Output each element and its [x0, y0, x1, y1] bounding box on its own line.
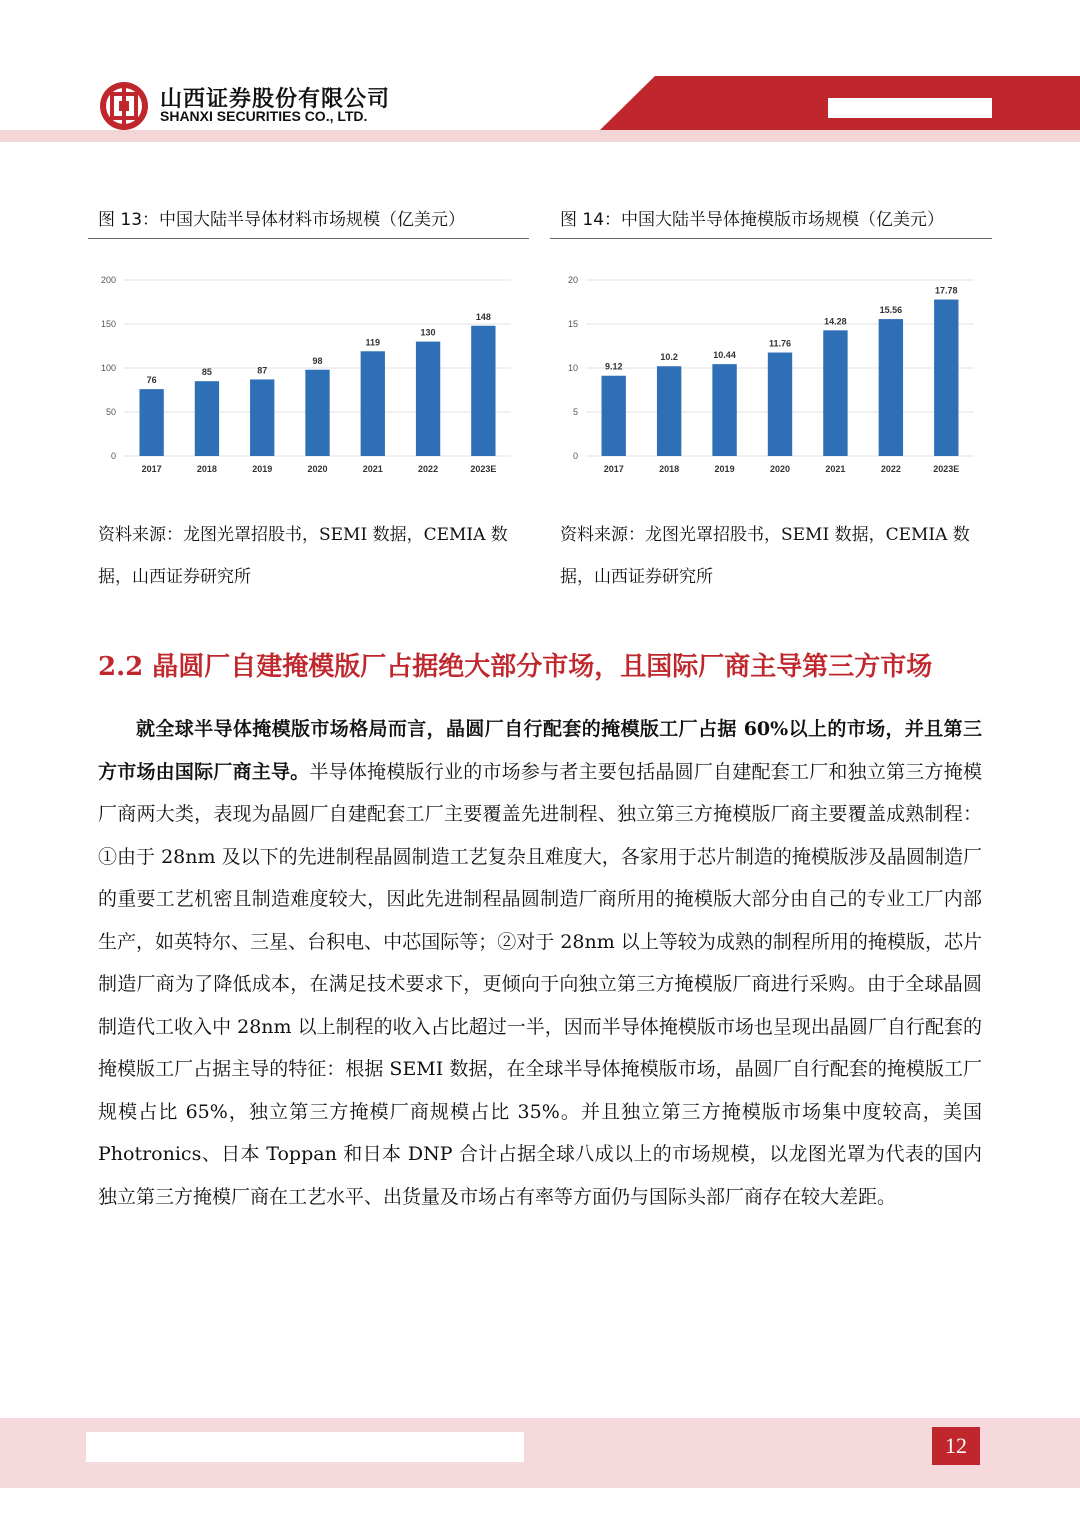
bar: [139, 389, 163, 456]
bar-data-label: 130: [420, 327, 436, 338]
body-paragraph: [98, 708, 982, 1218]
figure-13-source: 资料来源：龙图光罩招股书，SEMI 数据，CEMIA 数据，山西证券研究所: [98, 525, 508, 587]
figure-14-source: 资料来源：龙图光罩招股书，SEMI 数据，CEMIA 数据，山西证券研究所: [560, 525, 970, 587]
y-tick-label: 5: [572, 407, 578, 417]
x-tick-label: 2021: [362, 464, 383, 474]
bar: [657, 366, 681, 456]
x-tick-label: 2018: [196, 464, 217, 474]
bar: [305, 370, 329, 456]
bar: [471, 326, 495, 456]
bar: [602, 376, 626, 456]
bar: [823, 330, 847, 456]
bar-data-label: 17.78: [935, 285, 958, 296]
bar-data-label: 148: [475, 311, 491, 322]
bar-data-label: 9.12: [604, 361, 623, 372]
x-tick-label: 2023E: [470, 464, 497, 474]
x-tick-label: 2022: [418, 464, 439, 474]
body-bold-lead: 就全球半导体掩模版市场格局而言，晶圆厂自行配套的掩模版工厂占据 60%以上的市场，并且第三方市场由国际厂商主导。: [98, 718, 982, 783]
section-title: 2.2 晶圆厂自建掩模版厂占据绝大部分市场，且国际厂商主导第三方市场: [98, 652, 933, 682]
body-text: 半导体掩模版行业的市场参与者主要包括晶圆厂自建配套工厂和独立第三方掩模厂商两大类，表现为晶圆厂自建配套工厂主要覆盖先进制程、独立第三方掩模版厂商主要覆盖成熟制程：①由于 28nm 及以下的先进制程晶圆制造工艺复杂且难度大，各家用于芯片制造的掩模版涉及晶圆制造厂的重要工艺机密且制造难度较大，因此先进制程晶圆制造厂商所用的掩模版大部分由自己的专业工厂内部生产，如英特尔、三星、台积电、中芯国际等；②对于 28nm 以上等较为成熟的制程所用的掩模版，芯片制造厂商为了降低成本，在满足技术要求下，更倾向于向独立第三方掩模版厂商进行采购。由于全球晶圆制造代工收入中 28nm 以上制程的收入占比超过一半，因而半导体掩模版市场也呈现出晶圆厂自行配套的掩模版工厂占据主导的特征：根据 SEMI 数据，在全球半导体掩模版市场，晶圆厂自行配套的掩模版工厂规模占比 65%，独立第三方掩模厂商规模占比 35%。并且独立第三方掩模版市场集中度较高，美国 Photronics、日本 Toppan 和日本 DNP 合计占据全球八成以上的市场规模，以龙图光罩为代表的国内独立第三方掩模厂商在工艺水平、出货量及市场占有率等方面仍与国际头部厂商存在较大差距。: [98, 760, 982, 1208]
figure-14-title: 图 14：中国大陆半导体掩模版市场规模（亿美元）: [560, 210, 945, 230]
figure-13-title: 图 13：中国大陆半导体材料市场规模（亿美元）: [98, 210, 466, 230]
bar-data-label: 119: [365, 337, 381, 348]
bar-data-label: 11.76: [768, 338, 792, 349]
bar: [361, 351, 385, 456]
company-name-en: SHANXI SECURITIES CO., LTD.: [160, 108, 368, 124]
x-tick-label: 2021: [825, 464, 846, 474]
bar-data-label: 85: [201, 367, 212, 378]
x-tick-label: 2023E: [933, 464, 960, 474]
figure-14-chart: [550, 260, 992, 488]
bar: [712, 364, 736, 456]
bar-data-label: 14.28: [824, 316, 847, 327]
bar: [934, 300, 958, 456]
x-tick-label: 2017: [603, 464, 624, 474]
company-name-cn: 山西证券股份有限公司: [160, 87, 391, 112]
y-tick-label: 20: [567, 275, 578, 285]
x-tick-label: 2020: [769, 464, 791, 474]
bar: [768, 353, 792, 456]
y-tick-label: 100: [100, 363, 116, 373]
x-tick-label: 2022: [880, 464, 901, 474]
bar-data-label: 15.56: [879, 305, 903, 316]
bar: [250, 379, 274, 456]
y-tick-label: 0: [110, 451, 116, 461]
figure-13-chart: [88, 260, 529, 488]
footer-bar: [86, 1432, 524, 1462]
y-tick-label: 15: [567, 319, 578, 329]
page-number: 12: [932, 1427, 980, 1465]
y-tick-label: 200: [100, 275, 116, 285]
figure-14-rule: [550, 238, 992, 239]
y-tick-label: 10: [567, 363, 578, 373]
bar: [416, 342, 440, 456]
x-tick-label: 2018: [659, 464, 680, 474]
bar-data-label: 76: [146, 375, 157, 386]
y-tick-label: 150: [100, 319, 116, 329]
company-logo-icon: [98, 80, 150, 132]
bar: [879, 319, 903, 456]
bar-data-label: 87: [257, 365, 268, 376]
header-band: [0, 0, 1080, 150]
x-tick-label: 2019: [252, 464, 273, 474]
figure-13-rule: [88, 238, 529, 239]
y-tick-label: 50: [105, 407, 116, 417]
x-tick-label: 2020: [307, 464, 328, 474]
x-tick-label: 2019: [714, 464, 735, 474]
bar-data-label: 10.2: [660, 352, 678, 363]
bar-data-label: 98: [312, 355, 323, 366]
y-tick-label: 0: [572, 451, 578, 461]
bar: [195, 381, 219, 456]
x-tick-label: 2017: [141, 464, 162, 474]
bar-data-label: 10.44: [713, 350, 736, 361]
